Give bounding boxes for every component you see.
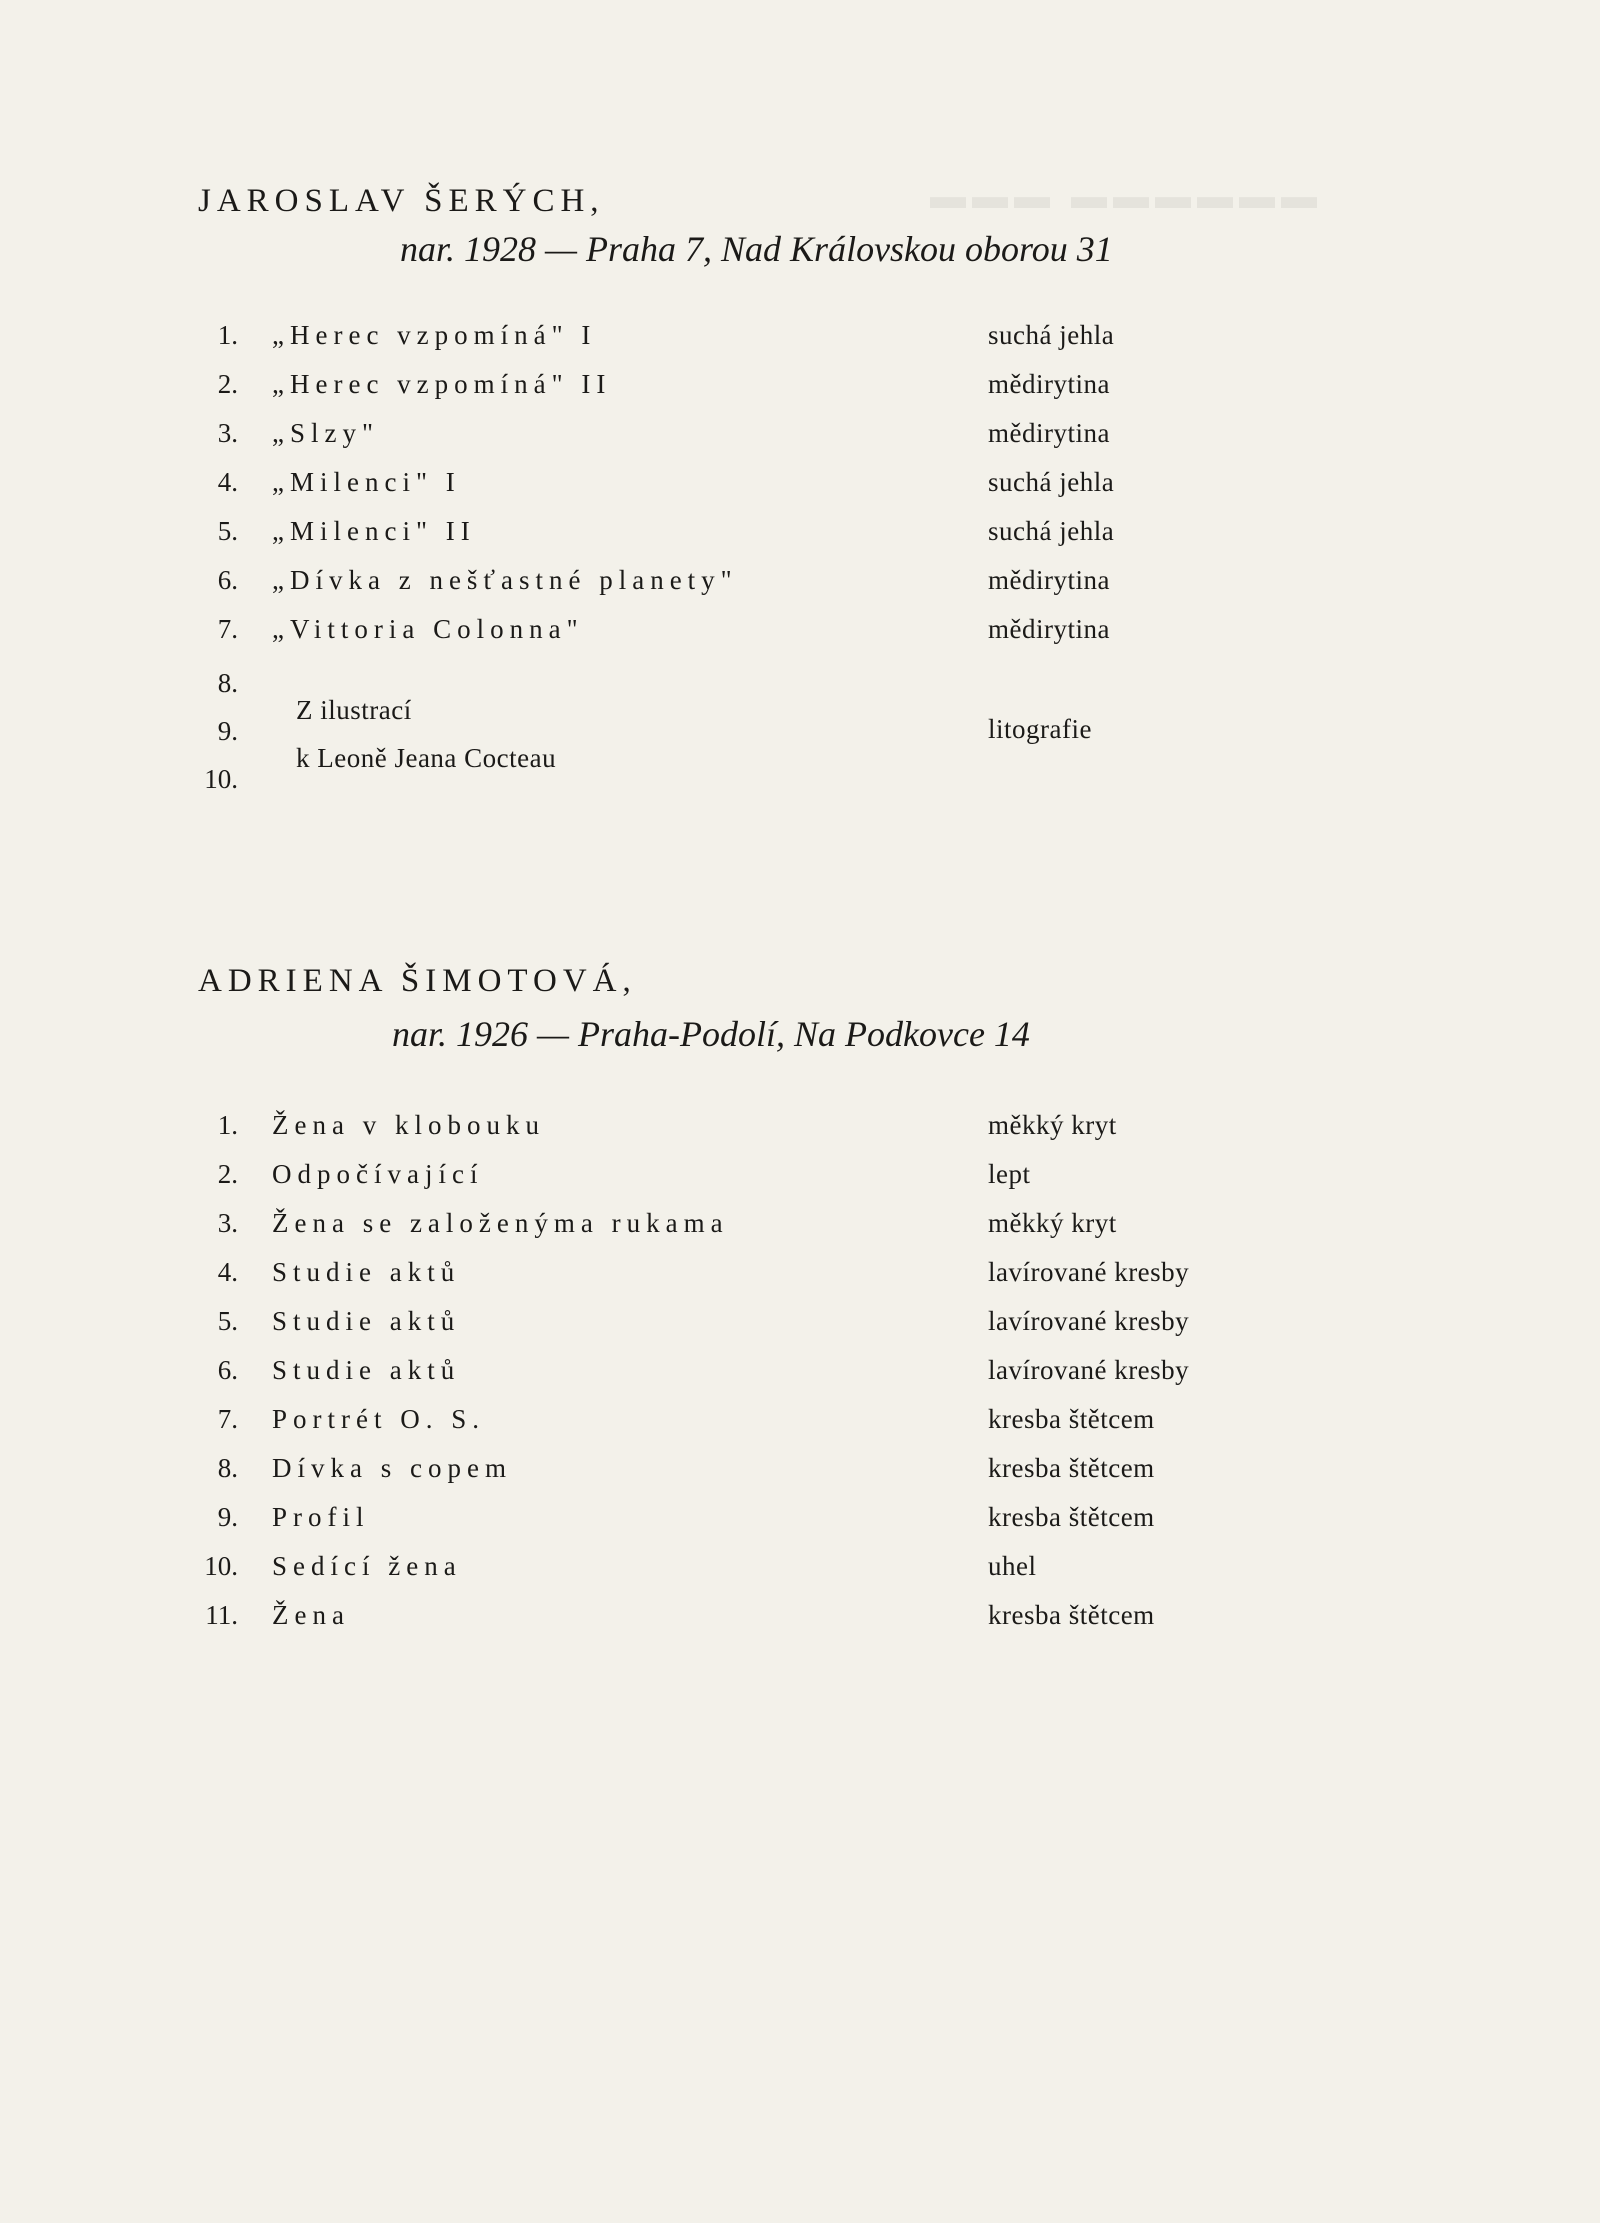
work-title: „Herec vzpomíná" I	[272, 320, 597, 350]
work-number: 10.	[204, 764, 238, 794]
work-number: 5.	[217, 1306, 238, 1336]
work-technique: uhel	[988, 1551, 1037, 1581]
list-item	[190, 1208, 1390, 1248]
work-number: 3.	[217, 1208, 238, 1238]
work-technique: kresba štětcem	[988, 1404, 1155, 1434]
work-technique: kresba štětcem	[988, 1453, 1155, 1483]
work-technique: lavírované kresby	[988, 1257, 1190, 1287]
work-number: 10.	[204, 1551, 238, 1581]
list-item	[190, 1110, 1390, 1150]
work-number: 5.	[217, 516, 238, 546]
work-technique: mědirytina	[988, 565, 1110, 595]
work-number: 3.	[217, 418, 238, 448]
work-number: 6.	[217, 565, 238, 595]
work-title: Studie aktů	[272, 1257, 461, 1287]
work-title: Portrét O. S.	[272, 1404, 485, 1434]
work-number: 4.	[217, 1257, 238, 1287]
work-title: „Milenci" II	[272, 516, 476, 546]
work-number: 2.	[217, 369, 238, 399]
work-technique: suchá jehla	[988, 516, 1115, 546]
work-number: 6.	[217, 1355, 238, 1385]
list-item	[190, 467, 1390, 507]
work-number: 7.	[217, 1404, 238, 1434]
work-technique: lept	[988, 1159, 1031, 1189]
list-item	[190, 1159, 1390, 1199]
work-number: 8.	[217, 668, 238, 698]
work-title: Studie aktů	[272, 1306, 461, 1336]
work-technique: mědirytina	[988, 614, 1110, 644]
work-technique: mědirytina	[988, 369, 1110, 399]
work-title: „Vittoria Colonna"	[272, 614, 584, 644]
list-item	[190, 565, 1390, 605]
list-item	[190, 1551, 1390, 1591]
work-title: Sedící žena	[272, 1551, 462, 1581]
work-title: „Milenci" I	[272, 467, 461, 497]
list-item	[190, 1453, 1390, 1493]
list-item	[190, 1306, 1390, 1346]
list-item	[190, 320, 1390, 360]
group-title-line: k Leoně Jeana Cocteau	[296, 743, 557, 773]
work-technique: suchá jehla	[988, 320, 1115, 350]
show-through-decoration: ▬▬▬ ▬▬▬▬▬▬	[930, 176, 1323, 216]
work-number: 9.	[217, 1502, 238, 1532]
work-technique: suchá jehla	[988, 467, 1115, 497]
list-item	[190, 1404, 1390, 1444]
list-item	[190, 1355, 1390, 1395]
work-title: Studie aktů	[272, 1355, 461, 1385]
work-technique: mědirytina	[988, 418, 1110, 448]
list-item	[190, 516, 1390, 556]
list-item	[190, 1600, 1390, 1640]
work-number: 1.	[217, 320, 238, 350]
work-number: 8.	[217, 1453, 238, 1483]
work-number: 1.	[217, 1110, 238, 1140]
artist-details: nar. 1928 — Praha 7, Nad Královskou oborou 31	[400, 229, 1113, 269]
list-item	[190, 1257, 1390, 1297]
work-title: Žena	[272, 1600, 350, 1630]
work-number: 11.	[205, 1600, 238, 1630]
work-technique: kresba štětcem	[988, 1502, 1155, 1532]
work-technique: kresba štětcem	[988, 1600, 1155, 1630]
group-title-line: Z ilustrací	[296, 695, 412, 725]
work-number: 4.	[217, 467, 238, 497]
grouped-work-title	[296, 686, 556, 782]
list-item	[190, 1502, 1390, 1542]
artist-details: nar. 1926 — Praha-Podolí, Na Podkovce 14	[392, 1014, 1030, 1054]
list-item	[190, 614, 1390, 654]
work-technique: litografie	[988, 714, 1092, 744]
work-number: 2.	[217, 1159, 238, 1189]
work-title: Dívka s copem	[272, 1453, 512, 1483]
work-title: Odpočívající	[272, 1159, 484, 1189]
work-technique: lavírované kresby	[988, 1355, 1190, 1385]
grouped-work-numbers	[190, 668, 238, 812]
work-number: 9.	[217, 716, 238, 746]
list-item	[190, 418, 1390, 458]
work-technique: měkký kryt	[988, 1110, 1117, 1140]
list-item	[190, 369, 1390, 409]
artist-name: JAROSLAV ŠERÝCH,	[198, 183, 605, 219]
work-title: Profil	[272, 1502, 370, 1532]
work-technique: lavírované kresby	[988, 1306, 1190, 1336]
work-title: „Herec vzpomíná" II	[272, 369, 612, 399]
work-title: „Dívka z nešťastné planety"	[272, 565, 738, 595]
work-title: Žena se založenýma rukama	[272, 1208, 729, 1238]
work-technique: měkký kryt	[988, 1208, 1117, 1238]
work-number: 7.	[217, 614, 238, 644]
work-title: „Slzy"	[272, 418, 380, 448]
artist-name: ADRIENA ŠIMOTOVÁ,	[198, 963, 637, 999]
work-title: Žena v klobouku	[272, 1110, 545, 1140]
